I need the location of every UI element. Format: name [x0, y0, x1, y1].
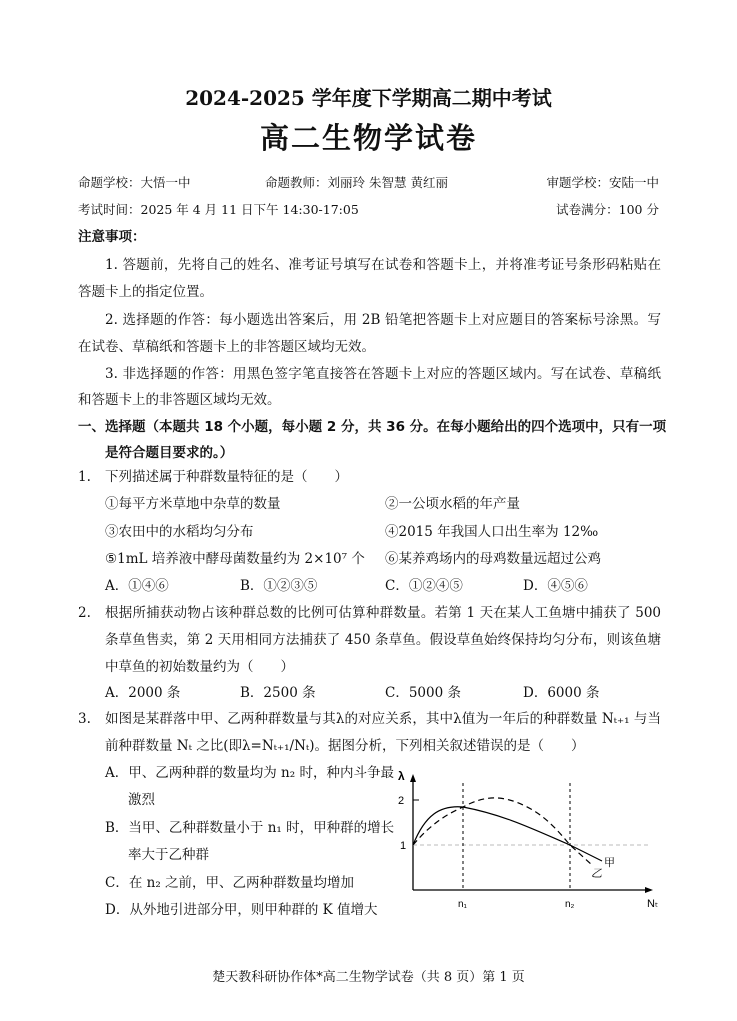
note-line: 答题卡上的指定位置。: [78, 284, 213, 300]
y-tick-label-2: 2: [398, 795, 405, 807]
question-stem: 条草鱼售卖，第 2 天用相同方法捕获了 450 条草鱼。假设草鱼始终保持均匀分布，则该鱼塘: [105, 632, 661, 648]
exam-time: 考试时间：2025 年 4 月 11 日下午 14:30-17:05: [78, 202, 359, 217]
question-stem: 如图是某群落中甲、乙两种群数量与其λ的对应关系，其中λ值为一年后的种群数量 Nₜ₊₁ 与当: [105, 711, 661, 727]
option-a: A．2000 条: [105, 685, 181, 701]
option-c: C．在 n₂ 之前，甲、乙两种群数量均增加: [105, 875, 355, 891]
option-b: B．当甲、乙种群数量小于 n₁ 时，甲种群的增长: [105, 820, 395, 836]
question-stem: 前种群数量 Nₜ 之比(即λ=Nₜ₊₁/Nₜ)。据图分析，下列相关叙述错误的是（ ）: [105, 738, 585, 754]
series-label-yi: 乙: [591, 868, 602, 880]
note-line: 3. 非选择题的作答：用黑色签字笔直接答在答题卡上对应的答题区域内。写在试卷、草稿纸: [105, 366, 661, 382]
exam-title: 2024-2025 学年度下学期高二期中考试: [185, 86, 552, 110]
question-number: 2.: [78, 605, 91, 621]
option-b: B．①②③⑤: [240, 578, 318, 594]
option-c: C．5000 条: [385, 685, 461, 701]
option-a-cont: 激烈: [128, 792, 155, 808]
y-axis-label: λ: [398, 769, 405, 783]
option-b-cont: 率大于乙种群: [128, 847, 209, 863]
option-b: B．2500 条: [240, 685, 316, 701]
x-axis-label: Nₜ: [647, 898, 659, 910]
series-label-jia: 甲: [604, 857, 615, 869]
page-footer: 楚天教科研协作体*高二生物学试卷（共 8 页）第 1 页: [212, 970, 525, 985]
y-tick-label-1: 1: [400, 840, 407, 852]
note-line: 2. 选择题的作答：每小题选出答案后，用 2B 铅笔把答题卡上对应题目的答案标号涂黑。写: [105, 312, 661, 328]
statement-item: ④2015 年我国人口出生率为 12‰: [385, 524, 599, 540]
option-a: A．甲、乙两种群的数量均为 n₂ 时，种内斗争最: [105, 765, 394, 781]
lambda-population-diagram: [395, 765, 675, 925]
proposing-teachers: 命题教师：刘丽玲 朱智慧 黄红丽: [265, 175, 448, 190]
question-number: 3.: [78, 711, 91, 727]
option-c: C．①②④⑤: [385, 578, 463, 594]
statement-item: ⑤1mL 培养液中酵母菌数量约为 2×10⁷ 个: [105, 551, 365, 567]
question-stem: 中草鱼的初始数量约为（ ）: [105, 659, 294, 675]
question-number: 1.: [78, 469, 91, 485]
proposing-school: 命题学校：大悟一中: [78, 175, 191, 190]
note-line: 在试卷、草稿纸和答题卡上的非答题区域均无效。: [78, 339, 375, 355]
statement-item: ②一公顷水稻的年产量: [385, 496, 520, 512]
note-line: 1. 答题前，先将自己的姓名、准考证号填写在试卷和答题卡上，并将准考证号条形码粘贴在: [105, 257, 661, 273]
statement-item: ③农田中的水稻均匀分布: [105, 524, 254, 540]
x-tick-label-n2: n₂: [565, 899, 575, 910]
curve-jia: [413, 807, 602, 861]
y-axis-arrow: [410, 774, 416, 782]
option-d: D．6000 条: [523, 685, 600, 701]
review-school: 审题学校：安陆一中: [546, 175, 659, 190]
paper-title: 高二生物学试卷: [259, 121, 477, 155]
x-tick-label-n1: n₁: [458, 899, 467, 910]
question-stem: 根据所捕获动物占该种群总数的比例可估算种群数量。若第 1 天在某人工鱼塘中捕获了 500: [105, 605, 661, 621]
section-heading: 一、选择题（本题共 18 个小题，每小题 2 分，共 36 分。在每小题给出的四个选项中，只有一项: [78, 419, 667, 435]
statement-item: ①每平方米草地中杂草的数量: [105, 496, 281, 512]
option-d: D．④⑤⑥: [523, 578, 588, 594]
option-d: D．从外地引进部分甲，则甲种群的 K 值增大: [105, 902, 378, 918]
statement-item: ⑥某养鸡场内的母鸡数量远超过公鸡: [385, 551, 601, 567]
section-heading-cont: 是符合题目要求的。）: [105, 445, 234, 461]
full-score: 试卷满分：100 分: [556, 202, 659, 217]
x-axis-arrow: [645, 887, 653, 893]
question-stem: 下列描述属于种群数量特征的是（ ）: [105, 469, 348, 485]
curve-yi: [413, 798, 592, 865]
option-a: A．①④⑥: [105, 578, 169, 594]
note-line: 和答题卡上的非答题区域均无效。: [78, 392, 281, 408]
notes-heading: 注意事项：: [78, 229, 146, 245]
